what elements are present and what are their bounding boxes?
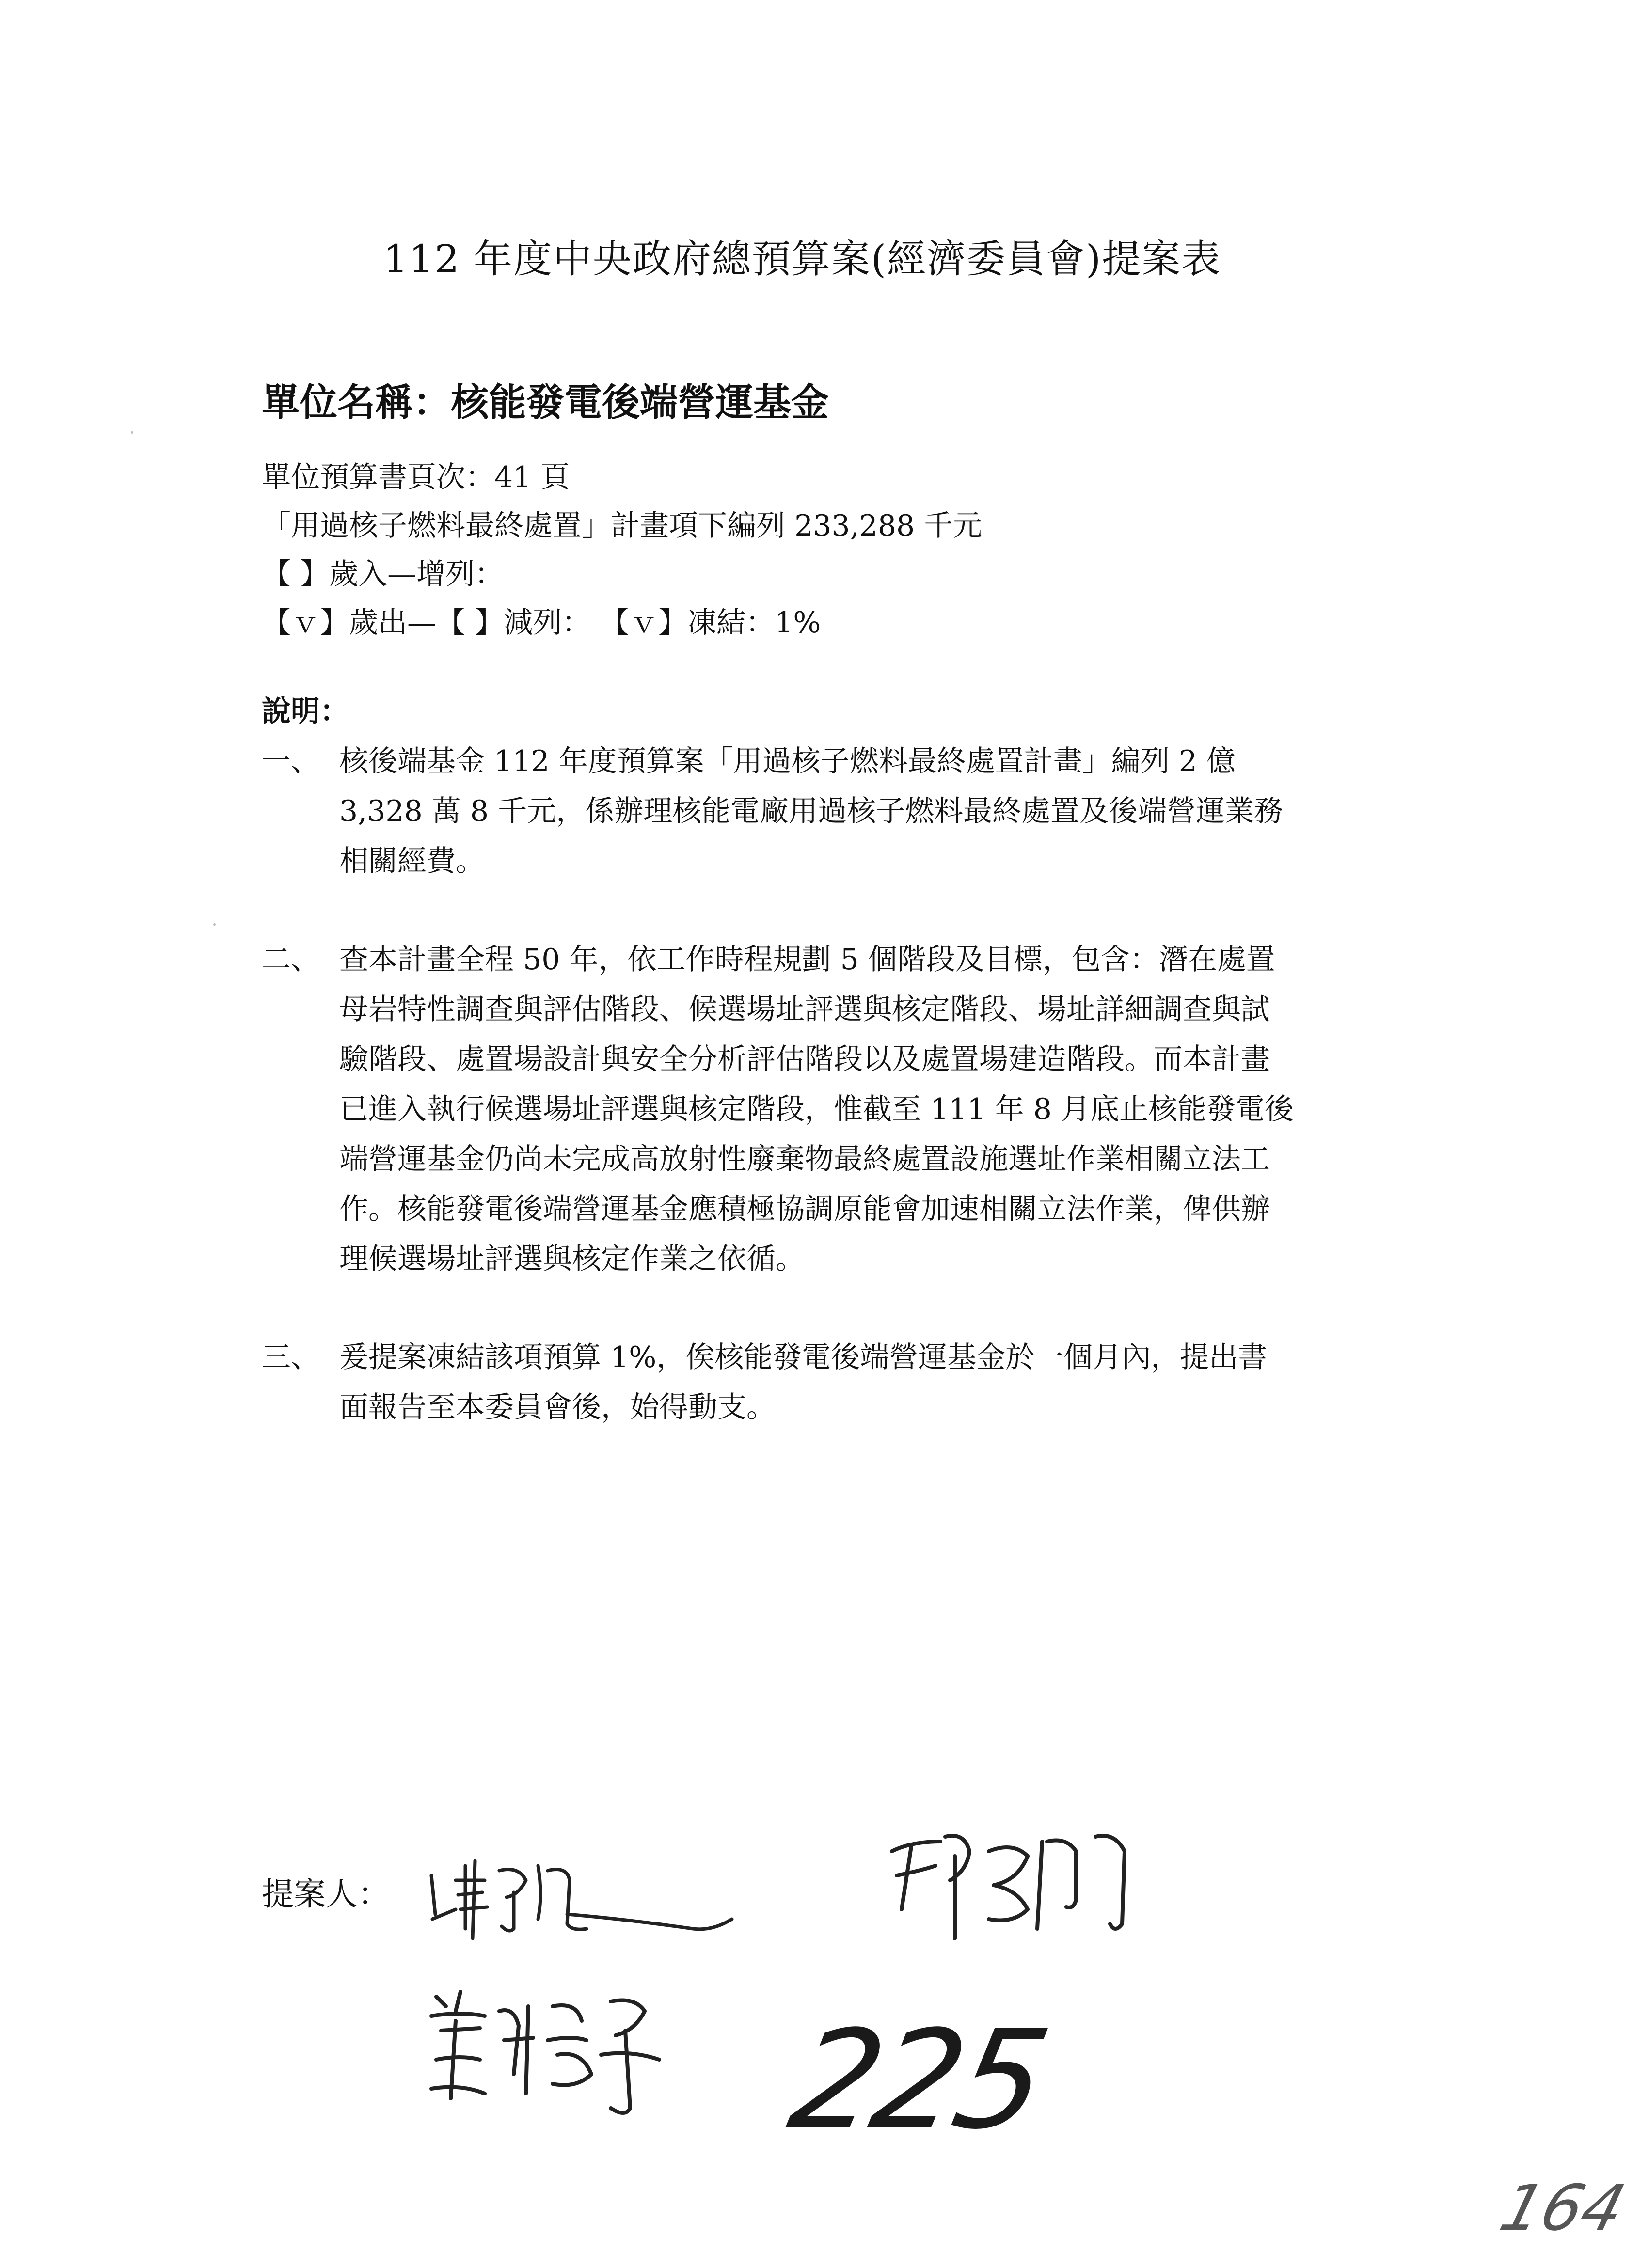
scan-speck [131,431,133,434]
item-line: 面報告至本委員會後，始得動支。 [339,1390,776,1424]
item-body [339,737,1386,886]
item-body [339,935,1386,1284]
item-line: 已進入執行候選場址評選與核定階段，惟截至 111 年 8 月底止核能發電後 [339,1092,1294,1126]
description-item [262,935,1386,1284]
item-marker: 三、 [262,1340,320,1374]
item-line: 3,328 萬 8 千元，係辦理核能電廠用過核子燃料最終處置及後端營運業務 [339,794,1284,828]
page-reference: 單位預算書頁次：41 頁 [262,460,570,494]
item-line: 作。核能發電後端營運基金應積極協調原能會加速相關立法作業，俾供辦 [339,1192,1270,1226]
item-line: 端營運基金仍尚未完成高放射性廢棄物最終處置設施選址作業相關立法工 [339,1142,1270,1176]
signature-2-stroke-icon [882,1812,1154,1958]
item-line: 相關經費。 [339,844,485,878]
signature-1-stroke-icon [422,1846,737,1943]
item-marker: 一、 [262,744,320,778]
item-line: 驗階段、處置場設計與安全分析評估階段以及處置場建造階段。而本計畫 [339,1042,1270,1076]
proposer-label: 提案人： [262,1875,390,1913]
item-line: 理候選場址評選與核定作業之依循。 [339,1242,805,1276]
revenue-checkbox-line: 【 】歲入—增列： [262,557,504,591]
item-body [339,1333,1386,1433]
signature-3 [417,1977,688,2123]
item-marker: 二、 [262,943,320,976]
expense-checkbox-line: 【ｖ】歲出—【 】減列： 【ｖ】凍結：1% [262,606,821,640]
document-title: 112 年度中央政府總預算案(經濟委員會)提案表 [383,236,1221,282]
budget-meta [262,453,1425,647]
signature-3-stroke-icon [417,1977,688,2123]
signature-2 [882,1812,1154,1958]
item-line: 爰提案凍結該項預算 1%，俟核能發電後端營運基金於一個月內，提出書 [339,1340,1268,1374]
unit-name-heading: 單位名稱：核能發電後端營運基金 [262,380,829,425]
description-item [262,1333,1386,1433]
handwritten-number: 225 [778,2001,1057,2159]
program-allocation: 「用過核子燃料最終處置」計畫項下編列 233,288 千元 [262,509,983,543]
item-line: 核後端基金 112 年度預算案「用過核子燃料最終處置計畫」編列 2 億 [339,744,1236,778]
description-list [262,737,1386,1481]
description-label: 說明： [262,694,349,728]
signature-1 [422,1846,737,1943]
item-line: 母岩特性調查與評估階段、候選場址評選與核定階段、場址詳細調查與試 [339,992,1270,1026]
item-line: 查本計畫全程 50 年，依工作時程規劃 5 個階段及目標，包含：潛在處置 [339,943,1275,976]
description-item [262,737,1386,886]
page-number: 164 [1492,2171,1633,2245]
scan-speck [213,923,216,926]
